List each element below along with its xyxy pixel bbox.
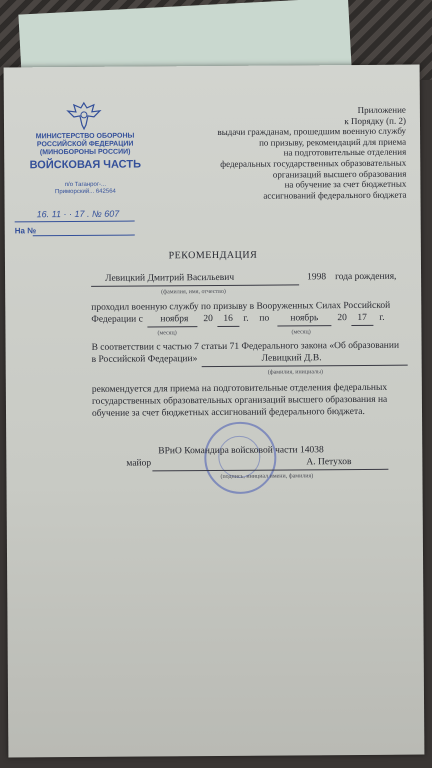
law-line: в Российской Федерации» bbox=[91, 354, 198, 365]
caption-initials: (фамилия, инициалы) bbox=[267, 369, 324, 376]
ministry-line: (МИНОБОРОНЫ РОССИИ) bbox=[39, 148, 131, 157]
appendix-line: на обучение за счет бюджетных bbox=[284, 178, 407, 190]
appendix-line: Приложение bbox=[357, 104, 406, 115]
date-underline bbox=[15, 221, 135, 223]
to-year-suffix: г. bbox=[379, 312, 385, 323]
recommend-line: обучение за счет бюджетных ассигнований федерального бюджета. bbox=[91, 406, 365, 419]
caption-fio: (фамилия, имя, отчество) bbox=[161, 288, 226, 296]
from-month: ноября bbox=[160, 314, 189, 325]
appendix-line: федеральных государственных образовательных bbox=[220, 157, 407, 169]
handwritten-date: 16. 11 · · 17 . № 607 bbox=[36, 208, 120, 220]
from-year-underline bbox=[217, 326, 239, 327]
from-year-suffix: г. bbox=[243, 313, 249, 324]
commander-name: А. Петухов bbox=[306, 457, 352, 468]
to-month-underline bbox=[277, 325, 331, 326]
from-year-prefix: 20 bbox=[203, 314, 213, 325]
appendix-line: ассигнований федерального бюджета bbox=[263, 189, 407, 201]
letterhead bbox=[10, 132, 160, 196]
appendix-line: к Порядку (п. 2) bbox=[344, 115, 407, 126]
from-month-underline bbox=[147, 326, 197, 327]
to-month: ноябрь bbox=[290, 313, 319, 324]
ministry-line: МИНИСТЕРСТВО ОБОРОНЫ bbox=[35, 132, 135, 141]
caption-month: (месяц) bbox=[291, 329, 311, 336]
caption-month: (месяц) bbox=[157, 330, 177, 337]
to-year: 17 bbox=[357, 312, 367, 323]
surname-initials: Левицкий Д.В. bbox=[261, 353, 322, 364]
rank: майор bbox=[126, 458, 152, 469]
appendix-line: организаций высшего образования bbox=[272, 168, 407, 180]
eagle-emblem-icon bbox=[64, 99, 104, 133]
recommend-line: рекомендуется для приема на подготовительные отделения федеральных bbox=[91, 382, 388, 395]
address-line: Приморский... 642564 bbox=[55, 188, 116, 196]
number-underline bbox=[33, 235, 135, 237]
birth-suffix: года рождения, bbox=[335, 271, 397, 283]
caption-signature: (подпись, инициал имени, фамилия) bbox=[220, 473, 314, 480]
appendix-block bbox=[196, 105, 407, 202]
by-label: по bbox=[259, 313, 270, 324]
ministry-line: РОССИЙСКОЙ ФЕДЕРАЦИИ bbox=[36, 140, 134, 149]
commander-title: ВРиО Командира войсковой части 14038 bbox=[158, 445, 324, 457]
recommend-line: государственных образовательных организаций высшего образования на bbox=[91, 394, 388, 407]
number-label: На № bbox=[14, 226, 37, 236]
service-line: проходил военную службу по призыву в Вооруженных Силах Российской bbox=[91, 300, 391, 313]
from-year: 16 bbox=[223, 313, 233, 324]
to-year-prefix: 20 bbox=[337, 313, 347, 324]
appendix-line: на подготовительные отделения bbox=[283, 147, 407, 158]
service-from-label: Федерации с bbox=[91, 314, 143, 325]
appendix-line: выдачи гражданам, прошедшим военную службу bbox=[217, 125, 407, 138]
unit-title: ВОЙСКОВАЯ ЧАСТЬ bbox=[29, 158, 141, 172]
document-title: РЕКОМЕНДАЦИЯ bbox=[168, 249, 258, 262]
birth-year: 1998 bbox=[307, 272, 327, 283]
person-name: Левицкий Дмитрий Васильевич bbox=[105, 272, 235, 284]
address-line: п/о Таганрог-... bbox=[64, 181, 107, 189]
appendix-line: по призыву, рекомендаций для приема bbox=[259, 136, 407, 148]
to-year-underline bbox=[351, 325, 373, 326]
law-line: В соответствии с частью 7 статьи 71 Федерального закона «Об образовании bbox=[91, 340, 400, 353]
document-page bbox=[4, 65, 425, 758]
